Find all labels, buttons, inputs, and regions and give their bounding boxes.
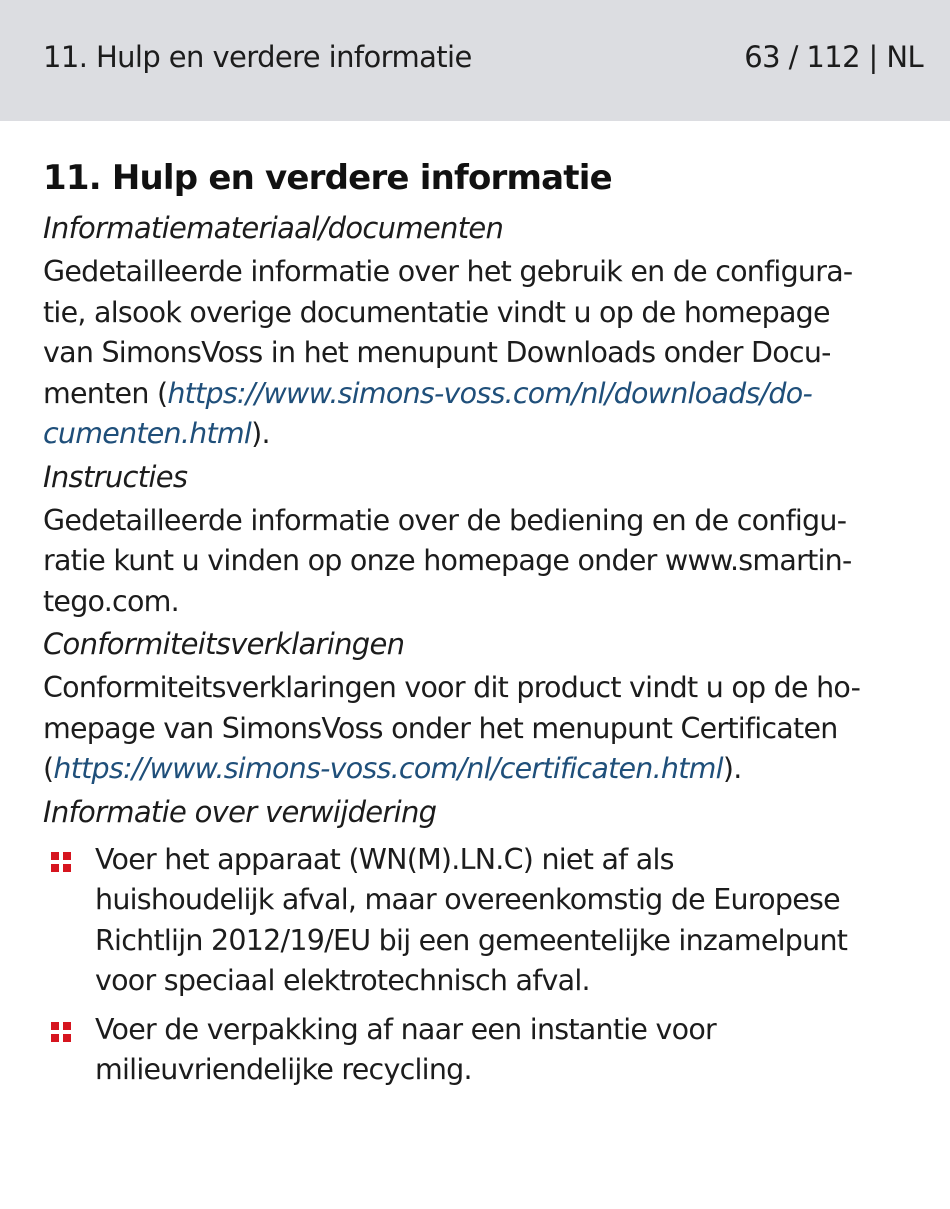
text-line: ratie kunt u vinden op onze homepage onder www.smartin- bbox=[43, 544, 852, 577]
list-item bbox=[43, 840, 928, 1002]
paragraph-conformity bbox=[43, 668, 928, 790]
paragraph-documents bbox=[43, 252, 928, 455]
text-line: van SimonsVoss in het menupunt Downloads onder Docu- bbox=[43, 336, 831, 369]
text-line: ). bbox=[251, 417, 270, 450]
text-line: tego.com. bbox=[43, 584, 179, 618]
subheading-documents: Informatiemateriaal/documenten bbox=[43, 211, 504, 245]
text-line: Gedetailleerde informatie over de bediening en de configu- bbox=[43, 503, 847, 537]
text-line: Conformiteitsverklaringen voor dit product vindt u op de ho- bbox=[43, 671, 861, 704]
subheading-conformity: Conformiteitsverklaringen bbox=[43, 627, 405, 661]
documents-link[interactable]: https://www.simons-voss.com/nl/downloads/do- bbox=[167, 376, 812, 410]
text-line: milieuvriendelijke recycling. bbox=[95, 1053, 472, 1086]
certificates-link[interactable]: https://www.simons-voss.com/nl/certificaten.html bbox=[53, 752, 723, 785]
header-section-title: 11. Hulp en verdere informatie bbox=[43, 40, 472, 74]
page-title: 11. Hulp en verdere informatie bbox=[43, 158, 612, 198]
text-line: huishoudelijk afval, maar overeenkomstig de Europese bbox=[95, 883, 840, 916]
disposal-list bbox=[43, 840, 928, 1091]
text-line: voor speciaal elektrotechnisch afval. bbox=[95, 964, 590, 997]
text-line: Voer de verpakking af naar een instantie voor bbox=[95, 1012, 716, 1046]
subheading-instructions: Instructies bbox=[43, 459, 188, 494]
text-line: Voer het apparaat (WN(M).LN.C) niet af als bbox=[95, 842, 674, 876]
text-line: ( bbox=[43, 752, 54, 785]
red-four-square-bullet-icon bbox=[51, 852, 71, 872]
header-page-number: 63 / 112 | NL bbox=[744, 40, 923, 74]
list-item bbox=[43, 1010, 928, 1091]
text-line: Gedetailleerde informatie over het gebruik en de configura- bbox=[43, 255, 853, 288]
document-content bbox=[43, 154, 928, 1099]
subheading-disposal: Informatie over verwijdering bbox=[43, 794, 437, 829]
text-line: Richtlijn 2012/19/EU bij een gemeentelijke inzamelpunt bbox=[95, 923, 848, 957]
text-line: ). bbox=[722, 752, 742, 785]
page-header bbox=[0, 0, 950, 121]
red-four-square-bullet-icon bbox=[51, 1022, 71, 1042]
text-line: menten ( bbox=[43, 376, 168, 410]
text-line: tie, alsook overige documentatie vindt u op de homepage bbox=[43, 295, 830, 329]
text-line: mepage van SimonsVoss onder het menupunt Certificaten bbox=[43, 711, 838, 745]
paragraph-instructions bbox=[43, 501, 928, 623]
documents-link-continued[interactable]: cumenten.html bbox=[43, 417, 252, 450]
